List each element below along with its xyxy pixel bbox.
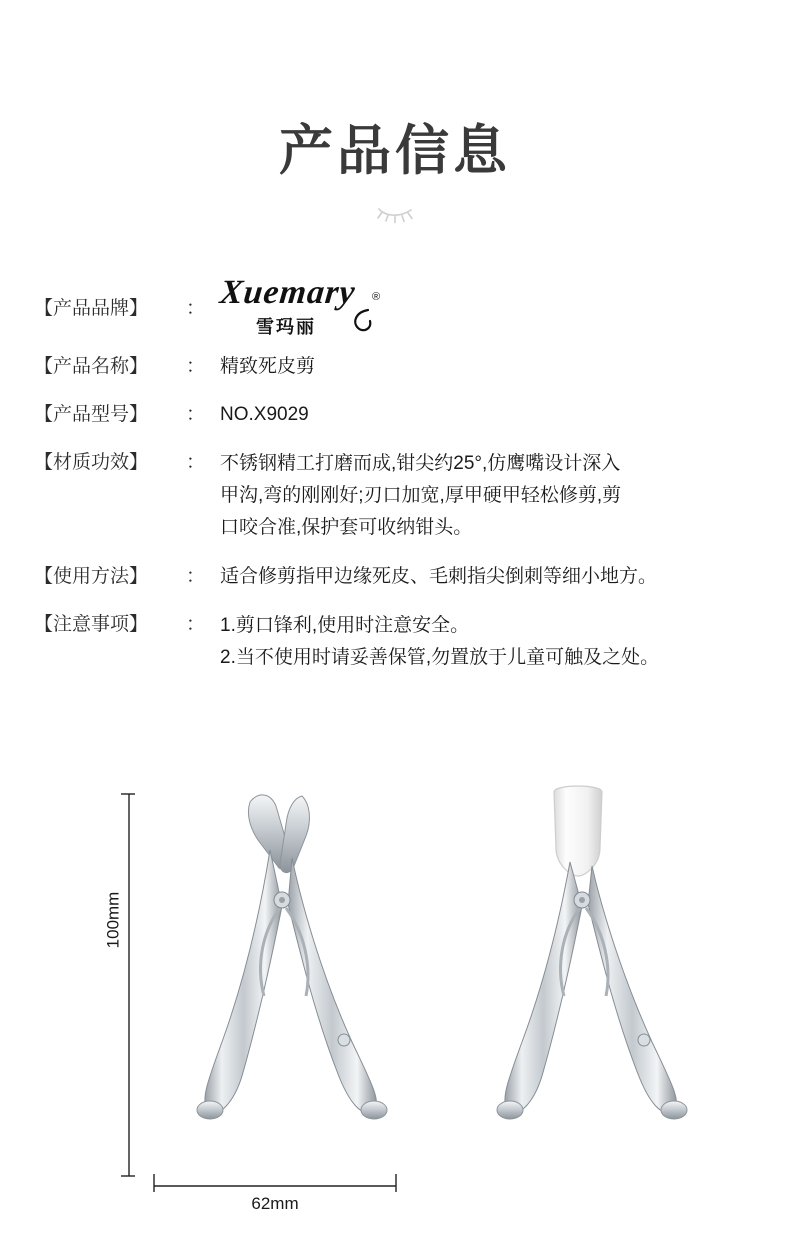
dimension-height-marker bbox=[95, 790, 135, 1170]
info-value-material bbox=[220, 448, 750, 544]
info-colon-model: ： bbox=[186, 404, 206, 425]
dimension-height-label: 100mm bbox=[103, 891, 123, 949]
dimension-width-label: 62mm bbox=[251, 1194, 299, 1213]
info-text-line: 甲沟,弯的刚刚好;刃口加宽,厚甲硬甲轻松修剪,剪 bbox=[220, 485, 622, 506]
info-label-usage: 【使用方法】 bbox=[34, 566, 149, 587]
info-label-name: 【产品名称】 bbox=[34, 356, 149, 377]
info-colon-brand: ： bbox=[186, 298, 206, 319]
product-info-list bbox=[34, 274, 774, 692]
brand-logo bbox=[218, 274, 410, 340]
nipper-right bbox=[497, 786, 687, 1119]
info-text-line: 1.剪口锋利,使用时注意安全。 bbox=[220, 615, 470, 636]
nipper-left bbox=[197, 795, 387, 1119]
info-text-line: NO.X9029 bbox=[220, 404, 309, 425]
info-text-line: 不锈钢精工打磨而成,钳尖约25°,仿鹰嘴设计深入 bbox=[220, 453, 621, 474]
info-row-name bbox=[34, 352, 774, 382]
info-label-material: 【材质功效】 bbox=[34, 452, 149, 473]
brand-swirl-icon bbox=[346, 306, 376, 346]
info-label-brand: 【产品品牌】 bbox=[34, 298, 149, 319]
info-value-usage bbox=[220, 562, 774, 592]
info-row-material bbox=[34, 448, 774, 544]
info-text-line: 2.当不使用时请妥善保管,勿置放于儿童可触及之处。 bbox=[220, 647, 660, 668]
info-colon-notice: ： bbox=[186, 614, 206, 635]
info-row-notice bbox=[34, 610, 774, 674]
info-value-brand bbox=[218, 274, 774, 340]
info-value-name bbox=[220, 352, 774, 382]
registered-mark-icon: ® bbox=[372, 291, 381, 303]
info-colon-usage: ： bbox=[186, 566, 206, 587]
info-text-line: 适合修剪指甲边缘死皮、毛刺指尖倒刺等细小地方。 bbox=[220, 566, 658, 587]
info-row-brand bbox=[34, 274, 774, 340]
info-label-notice: 【注意事项】 bbox=[34, 614, 149, 635]
info-colon-name: ： bbox=[186, 356, 206, 377]
eyelash-ornament bbox=[0, 200, 790, 230]
info-row-model bbox=[34, 400, 774, 430]
info-label-model: 【产品型号】 bbox=[34, 404, 149, 425]
product-image-area bbox=[0, 770, 790, 1240]
product-photo bbox=[130, 780, 750, 1185]
info-row-usage bbox=[34, 562, 774, 592]
info-text-line: 口咬合准,保护套可收纳钳头。 bbox=[220, 517, 473, 538]
brand-chinese-text: 雪玛丽 bbox=[256, 317, 316, 337]
info-text-line: 精致死皮剪 bbox=[220, 356, 316, 377]
brand-script-text: Xuemary bbox=[218, 274, 358, 311]
page-title: 产品信息 bbox=[279, 121, 511, 181]
info-value-notice bbox=[220, 610, 750, 674]
info-colon-material: ： bbox=[186, 452, 206, 473]
info-value-model bbox=[220, 400, 774, 430]
